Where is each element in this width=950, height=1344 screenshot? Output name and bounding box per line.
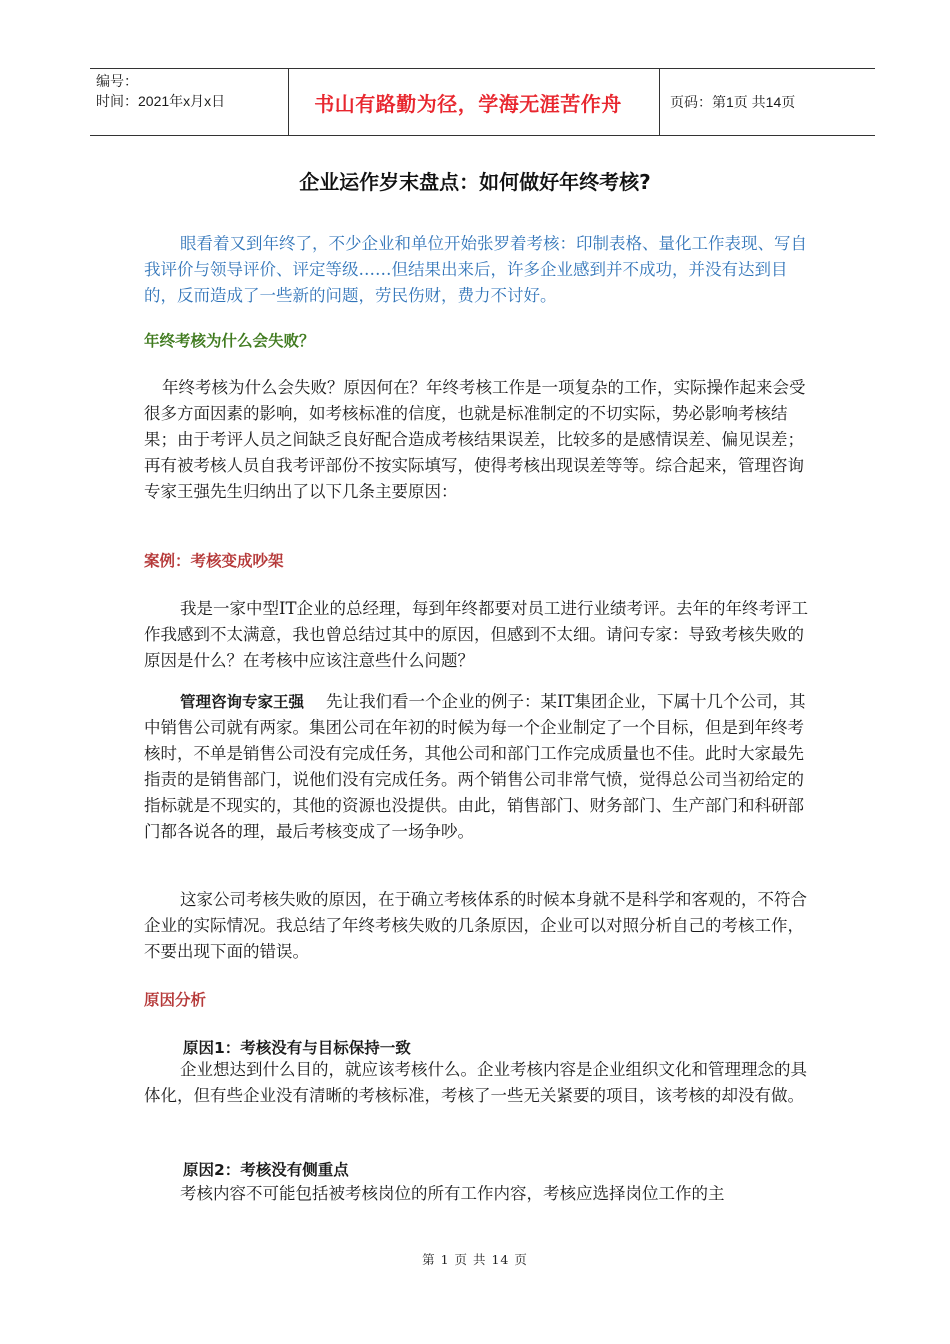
reason-2-body: 考核内容不可能包括被考核岗位的所有工作内容，考核应选择岗位工作的主	[180, 1184, 725, 1203]
reason-2-title: 原因2：考核没有侧重点	[183, 1161, 349, 1179]
conclusion-paragraph: 这家公司考核失败的原因，在于确立考核体系的时候本身就不是科学和客观的，不符合企业的实际情况。我总结了年终考核失败的几条原因，企业可以对照分析自己的考核工作，不要出现下面的错误。	[144, 890, 807, 961]
page-footer: 第 1 页 共 14 页	[422, 1252, 528, 1267]
expert-answer-paragraph	[144, 689, 820, 845]
section-heading-analysis: 原因分析	[144, 991, 207, 1009]
number-label: 编号：	[96, 73, 138, 89]
page-header	[90, 68, 875, 136]
header-meta	[90, 69, 288, 135]
header-motto: 书山有路勤为径，学海无涯苦作舟	[288, 69, 660, 135]
time-label: 时间：2021年x月x日	[96, 93, 226, 109]
expert-label: 管理咨询专家王强	[180, 693, 305, 711]
header-page-label: 页码：第1页 共14页	[670, 94, 796, 110]
reason-1-title: 原因1：考核没有与目标保持一致	[183, 1039, 411, 1057]
failure-paragraph: 年终考核为什么会失败？原因何在？年终考核工作是一项复杂的工作，实际操作起来会受很多方面因素的影响，如考核标准的信度，也就是标准制定的不切实际，势必影响考核结果；由于考评人员之间缺乏良好配合造成考核结果误差，比较多的是感情误差、偏见误差；再有被考核人员自我考评部份不按实际填写，使得考核出现误差等等。综合起来，管理咨询专家王强先生归纳出了以下几条主要原因：	[144, 378, 806, 501]
reason-1-body: 企业想达到什么目的，就应该考核什么。企业考核内容是企业组织文化和管理理念的具体化，但有些企业没有清晰的考核标准，考核了一些无关紧要的项目，该考核的却没有做。	[144, 1060, 807, 1105]
case-question-paragraph: 我是一家中型IT企业的总经理，每到年终都要对员工进行业绩考评。去年的年终考评工作我感到不太满意，我也曾总结过其中的原因，但感到不太细。请问专家：导致考核失败的原因是什么？在考核中应该注意些什么问题？	[144, 599, 809, 670]
section-heading-case: 案例：考核变成吵架	[144, 552, 284, 570]
section-heading-failure: 年终考核为什么会失败？	[144, 332, 315, 350]
expert-answer-text: 先让我们看一个企业的例子：某IT集团企业，下属十几个公司，其中销售公司就有两家。集团公司在年初的时候为每一个企业制定了一个目标，但是到年终考核时，不单是销售公司没有完成任务，其他公司和部门工作完成质量也不佳。此时大家最先指责的是销售部门，说他们没有完成任务。两个销售公司非常气愤，觉得总公司当初给定的指标就是不现实的，其他的资源也没提供。由此，销售部门、财务部门、生产部门和科研部门都各说各的理，最后考核变成了一场争吵。	[144, 692, 806, 841]
intro-paragraph: 眼看着又到年终了，不少企业和单位开始张罗着考核：印制表格、量化工作表现、写自我评价与领导评价、评定等级……但结果出来后，许多企业感到并不成功，并没有达到目的，反而造成了一些新的问题，劳民伤财，费力不讨好。	[144, 234, 807, 305]
document-title: 企业运作岁末盘点：如何做好年终考核?	[299, 170, 651, 194]
